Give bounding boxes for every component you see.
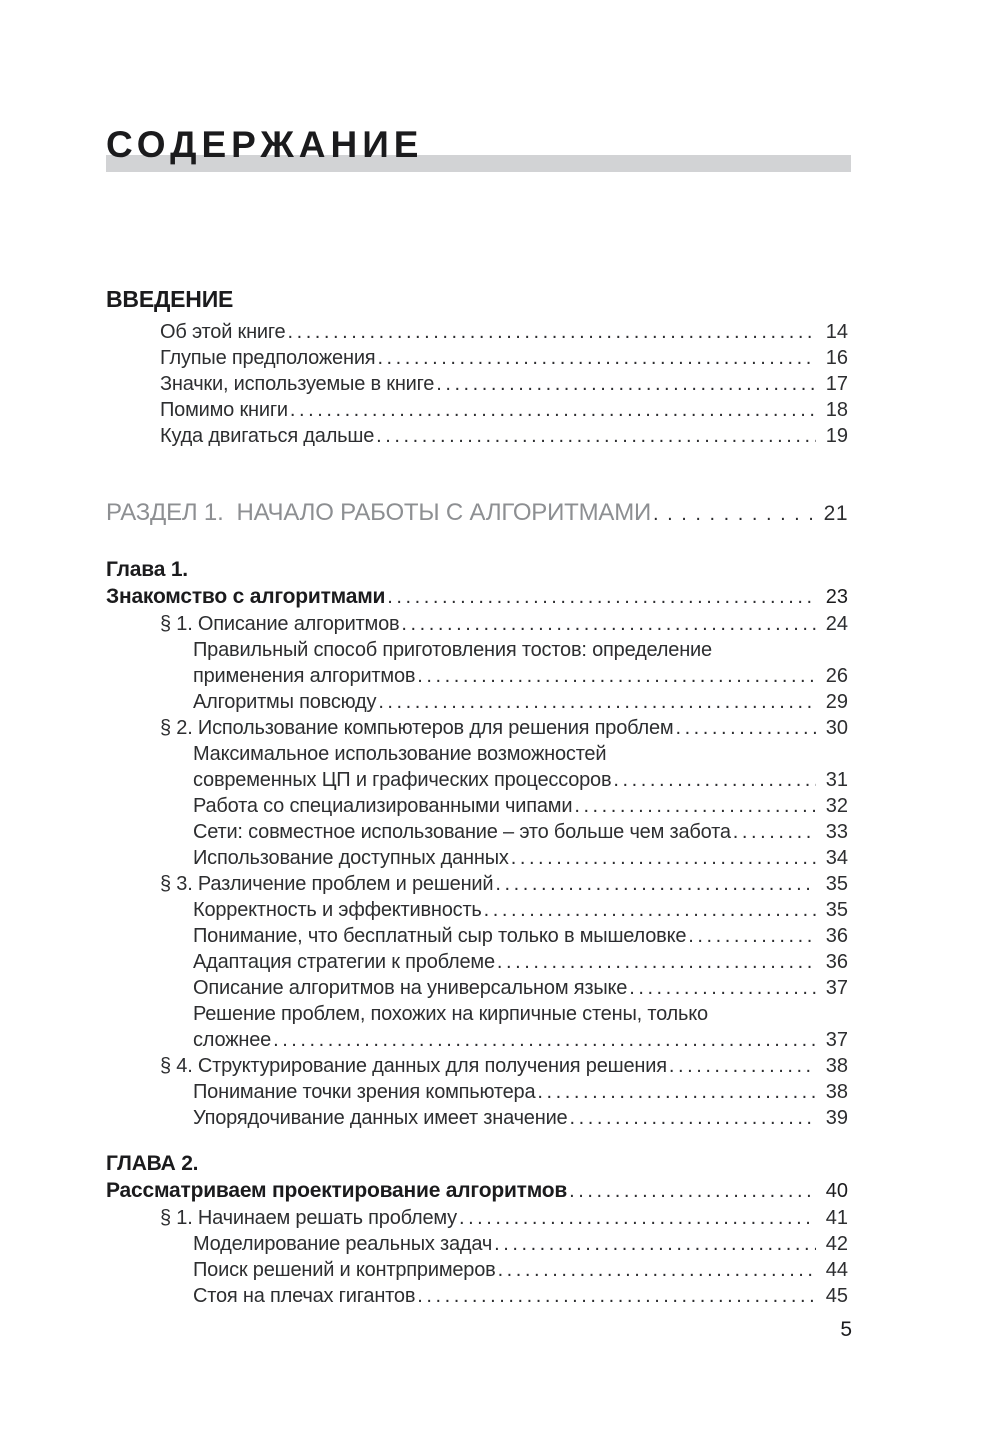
- toc-entry-page: 37: [825, 1029, 848, 1051]
- toc-row: [193, 741, 848, 767]
- toc-entry-page: 37: [825, 977, 848, 999]
- toc-row: [193, 819, 848, 845]
- toc-entry-label: Значки, используемые в книге: [160, 373, 435, 395]
- toc-entry-label: сложнее: [193, 1029, 272, 1051]
- dot-leader: [686, 923, 816, 949]
- dot-leader: [415, 663, 816, 689]
- toc-entry-page: 36: [825, 925, 848, 947]
- toc-row: [193, 949, 848, 975]
- toc-entry-label: Моделирование реальных задач: [193, 1233, 493, 1255]
- toc-entry-page: 45: [825, 1285, 848, 1307]
- dot-leader: [509, 845, 816, 871]
- toc-entry-page: 18: [825, 399, 848, 421]
- toc-row: [193, 793, 848, 819]
- dot-leader: [492, 1231, 816, 1257]
- toc-entry-label: Глупые предположения: [160, 347, 376, 369]
- toc-entry-label: Описание алгоритмов на универсальном языке: [193, 977, 628, 999]
- toc-row: [193, 923, 848, 949]
- dot-leader: [496, 1257, 816, 1283]
- page-title: СОДЕРЖАНИЕ: [106, 124, 424, 165]
- toc-entry-label: применения алгоритмов: [193, 665, 416, 687]
- dot-leader: [375, 345, 816, 371]
- toc-entry-label: Помимо книги: [160, 399, 288, 421]
- toc-entry-page: 17: [825, 373, 848, 395]
- toc-entry-label: Стоя на плечах гигантов: [193, 1285, 416, 1307]
- toc-row: [193, 1079, 848, 1105]
- toc-row: [193, 975, 848, 1001]
- toc-entry-label: современных ЦП и графических процессоров: [193, 769, 612, 791]
- toc-entry-page: 44: [825, 1259, 848, 1281]
- toc-entry-label: Упорядочивание данных имеет значение: [193, 1107, 568, 1129]
- toc-entry-label: Максимальное использование возможностей: [193, 743, 607, 765]
- toc-entry-label: Адаптация стратегии к проблеме: [193, 951, 495, 973]
- toc-entry-page: 33: [825, 821, 848, 843]
- toc-entry-page: 31: [825, 769, 848, 791]
- toc-entry-label: РАЗДЕЛ 1. НАЧАЛО РАБОТЫ С АЛГОРИТМАМИ: [106, 499, 652, 526]
- toc-entry-label: Знакомство с алгоритмами: [106, 585, 386, 608]
- toc-row: [193, 663, 848, 689]
- toc-entry-label: § 1. Описание алгоритмов: [160, 613, 400, 635]
- toc-entry-page: 38: [825, 1081, 848, 1103]
- toc-row: [193, 1257, 848, 1283]
- toc-entry-page: 26: [825, 665, 848, 687]
- toc-row: [160, 423, 848, 449]
- dot-leader: [495, 949, 816, 975]
- toc-entry-page: 35: [825, 899, 848, 921]
- toc-entry-label: Алгоритмы повсюду: [193, 691, 377, 713]
- toc-entry-page: 32: [825, 795, 848, 817]
- toc-row: [193, 845, 848, 871]
- toc-entry-page: 36: [825, 951, 848, 973]
- dot-leader: [567, 1178, 816, 1205]
- table-of-contents: [106, 284, 848, 1309]
- toc-entry-label: Работа со специализированными чипами: [193, 795, 573, 817]
- dot-leader: [288, 397, 816, 423]
- toc-row: [193, 1283, 848, 1309]
- dot-leader: [731, 819, 816, 845]
- toc-entry-label: Сети: совместное использование – это больше чем забота: [193, 821, 731, 843]
- dot-leader: [374, 423, 816, 449]
- page-header: [0, 0, 986, 172]
- toc-entry-label: Решение проблем, похожих на кирпичные стены, только: [193, 1003, 708, 1025]
- toc-row: [193, 689, 848, 715]
- toc-entry-label: Понимание точки зрения компьютера: [193, 1081, 536, 1103]
- toc-entry-page: 34: [825, 847, 848, 869]
- toc-row: [160, 611, 848, 637]
- toc-entry-label: § 4. Структурирование данных для получения решения: [160, 1055, 667, 1077]
- toc-entry-page: 30: [825, 717, 848, 739]
- toc-row: [160, 1053, 848, 1079]
- toc-entry-label: Корректность и эффективность: [193, 899, 482, 921]
- toc-entry-page: 38: [825, 1055, 848, 1077]
- toc-row: [106, 284, 848, 314]
- dot-leader: [627, 975, 816, 1001]
- toc-entry-label: Правильный способ приготовления тостов: определение: [193, 639, 712, 661]
- toc-entry-page: 42: [825, 1233, 848, 1255]
- toc-row: [106, 583, 848, 611]
- dot-leader: [415, 1283, 816, 1309]
- toc-row: [106, 556, 848, 583]
- dot-leader: [651, 497, 816, 530]
- dot-leader: [611, 767, 816, 793]
- toc-row: [106, 1150, 848, 1177]
- toc-entry-label: Куда двигаться дальше: [160, 425, 375, 447]
- toc-entry-label: Об этой книге: [160, 321, 286, 343]
- toc-entry-label: § 1. Начинаем решать проблему: [160, 1207, 457, 1229]
- toc-entry-label: Использование доступных данных: [193, 847, 509, 869]
- dot-leader: [673, 715, 816, 741]
- dot-leader: [572, 793, 816, 819]
- toc-entry-page: 39: [825, 1107, 848, 1129]
- toc-entry-label: ГЛАВА 2.: [106, 1152, 199, 1175]
- toc-row: [160, 371, 848, 397]
- dot-leader: [493, 871, 816, 897]
- toc-row: [160, 871, 848, 897]
- toc-row: [106, 497, 848, 530]
- toc-row: [193, 897, 848, 923]
- toc-row: [160, 715, 848, 741]
- toc-row: [160, 345, 848, 371]
- dot-leader: [285, 319, 816, 345]
- dot-leader: [376, 689, 816, 715]
- toc-row: [193, 1001, 848, 1027]
- toc-entry-page: 19: [825, 425, 848, 447]
- toc-row: [160, 319, 848, 345]
- dot-leader: [434, 371, 816, 397]
- toc-row: [193, 1231, 848, 1257]
- toc-entry-page: 29: [825, 691, 848, 713]
- toc-entry-page: 41: [825, 1207, 848, 1229]
- toc-entry-label: ВВЕДЕНИЕ: [106, 286, 234, 312]
- dot-leader: [667, 1053, 816, 1079]
- dot-leader: [535, 1079, 816, 1105]
- toc-entry-page: 16: [825, 347, 848, 369]
- page-number: 5: [840, 1318, 852, 1341]
- toc-row: [193, 767, 848, 793]
- toc-entry-page: 35: [825, 873, 848, 895]
- dot-leader: [567, 1105, 816, 1131]
- dot-leader: [271, 1027, 816, 1053]
- toc-entry-page: 23: [825, 586, 848, 608]
- toc-entry-page: 24: [825, 613, 848, 635]
- toc-row: [193, 1027, 848, 1053]
- dot-leader: [399, 611, 816, 637]
- toc-entry-page: 40: [825, 1180, 848, 1202]
- dot-leader: [385, 584, 816, 611]
- dot-leader: [457, 1205, 816, 1231]
- toc-row: [193, 1105, 848, 1131]
- toc-entry-page: 21: [823, 502, 848, 525]
- toc-row: [193, 637, 848, 663]
- toc-entry-label: Глава 1.: [106, 558, 188, 581]
- toc-entry-label: § 3. Различение проблем и решений: [160, 873, 494, 895]
- toc-row: [160, 397, 848, 423]
- toc-entry-label: § 2. Использование компьютеров для решения проблем: [160, 717, 674, 739]
- toc-entry-page: 14: [825, 321, 848, 343]
- toc-row: [106, 1177, 848, 1205]
- toc-entry-label: Рассматриваем проектирование алгоритмов: [106, 1179, 568, 1202]
- toc-entry-label: Поиск решений и контрпримеров: [193, 1259, 496, 1281]
- toc-entry-label: Понимание, что бесплатный сыр только в мышеловке: [193, 925, 687, 947]
- toc-row: [160, 1205, 848, 1231]
- dot-leader: [482, 897, 816, 923]
